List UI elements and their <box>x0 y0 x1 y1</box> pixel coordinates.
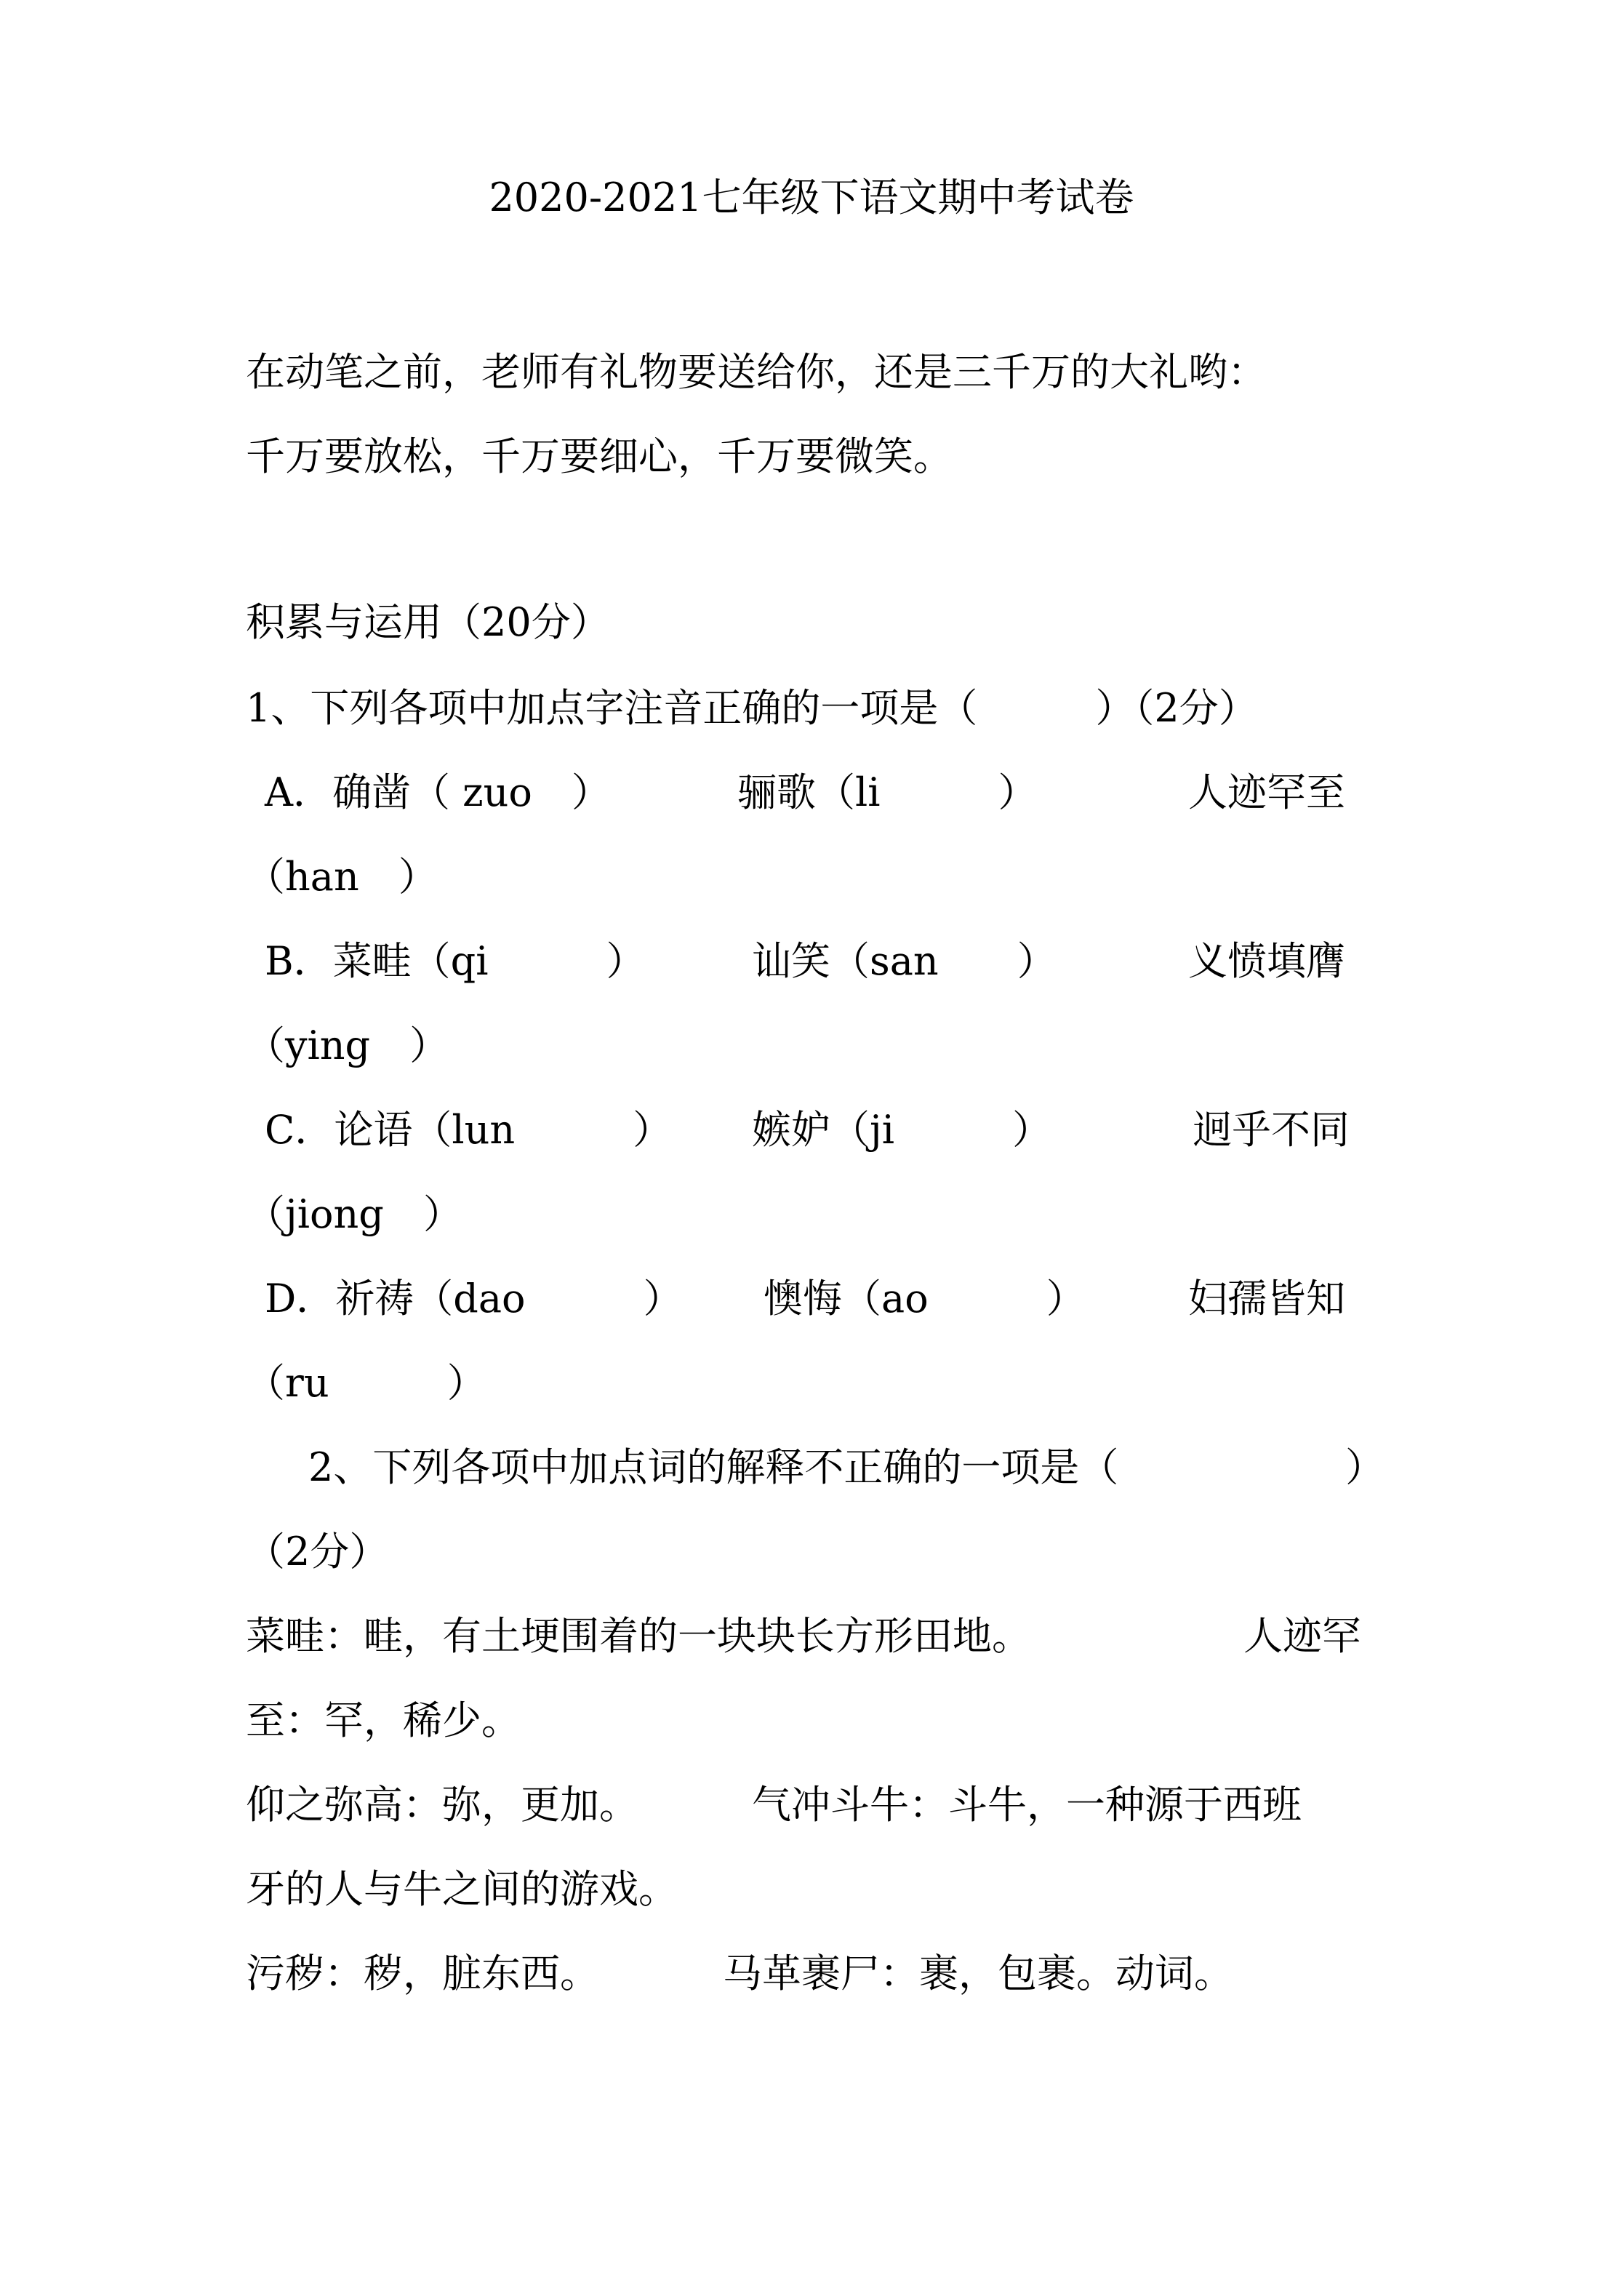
q1-option-d-part3: 妇孺皆知 <box>1188 1276 1345 1321</box>
q1-option-a-part3: 人迹罕至 <box>1188 769 1345 815</box>
q1-option-c-part3: 迥乎不同 <box>1193 1107 1350 1153</box>
question-1-stem: 1、下列各项中加点字注音正确的一项是（ ）（2分） <box>246 685 1258 731</box>
q2-item-1-left: 菜畦：畦，有土埂围着的一块块长方形田地。 <box>246 1613 1031 1659</box>
q1-option-a-part1: A．确凿（ zuo ） <box>265 769 611 815</box>
section-heading: 积累与运用（20分） <box>246 599 610 645</box>
question-2-points: （2分） <box>246 1529 389 1575</box>
q1-option-c-part2: 嫉妒（ji ） <box>752 1107 1052 1153</box>
q1-option-a-part4: （han ） <box>246 854 438 900</box>
q2-item-1-cont: 至：罕，稀少。 <box>246 1697 521 1743</box>
q1-option-b-part2: 讪笑（san ） <box>752 938 1057 984</box>
q2-item-2-cont: 牙的人与牛之间的游戏。 <box>246 1866 678 1912</box>
q1-option-c-part4: （jiong ） <box>246 1191 462 1237</box>
q2-item-2-left: 仰之弥高：弥，更加。 <box>246 1782 638 1828</box>
q2-item-2-right: 气冲斗牛：斗牛，一种源于西班 <box>752 1782 1302 1828</box>
question-2-stem: 2、下列各项中加点词的解释不正确的一项是（ <box>308 1444 1119 1490</box>
q1-option-d-part2: 懊悔（ao ） <box>764 1276 1086 1321</box>
q2-item-1-right: 人迹罕 <box>1243 1613 1361 1659</box>
q1-option-a-part2: 骊歌（li ） <box>737 769 1038 815</box>
q2-item-3-left: 污秽：秽，脏东西。 <box>246 1951 599 1996</box>
q1-option-b-part1: B．菜畦（qi ） <box>265 938 646 984</box>
q1-option-b-part4: （ying ） <box>246 1023 449 1068</box>
q1-option-c-part1: C．论语（lun ） <box>265 1107 673 1153</box>
q1-option-d-part1: D．祈祷（dao ） <box>265 1276 683 1321</box>
q2-item-3-right: 马革裹尸：裹，包裹。动词。 <box>723 1951 1233 1996</box>
page-title: 2020-2021七年级下语文期中考试卷 <box>489 175 1134 220</box>
q1-option-b-part3: 义愤填膺 <box>1188 938 1345 984</box>
intro-line-2: 千万要放松，千万要细心，千万要微笑。 <box>246 433 953 479</box>
q1-option-d-part4: （ru ） <box>246 1360 486 1406</box>
question-2-stem-paren: ） <box>1345 1444 1384 1490</box>
intro-line-1: 在动笔之前，老师有礼物要送给你，还是三千万的大礼哟： <box>246 349 1267 395</box>
